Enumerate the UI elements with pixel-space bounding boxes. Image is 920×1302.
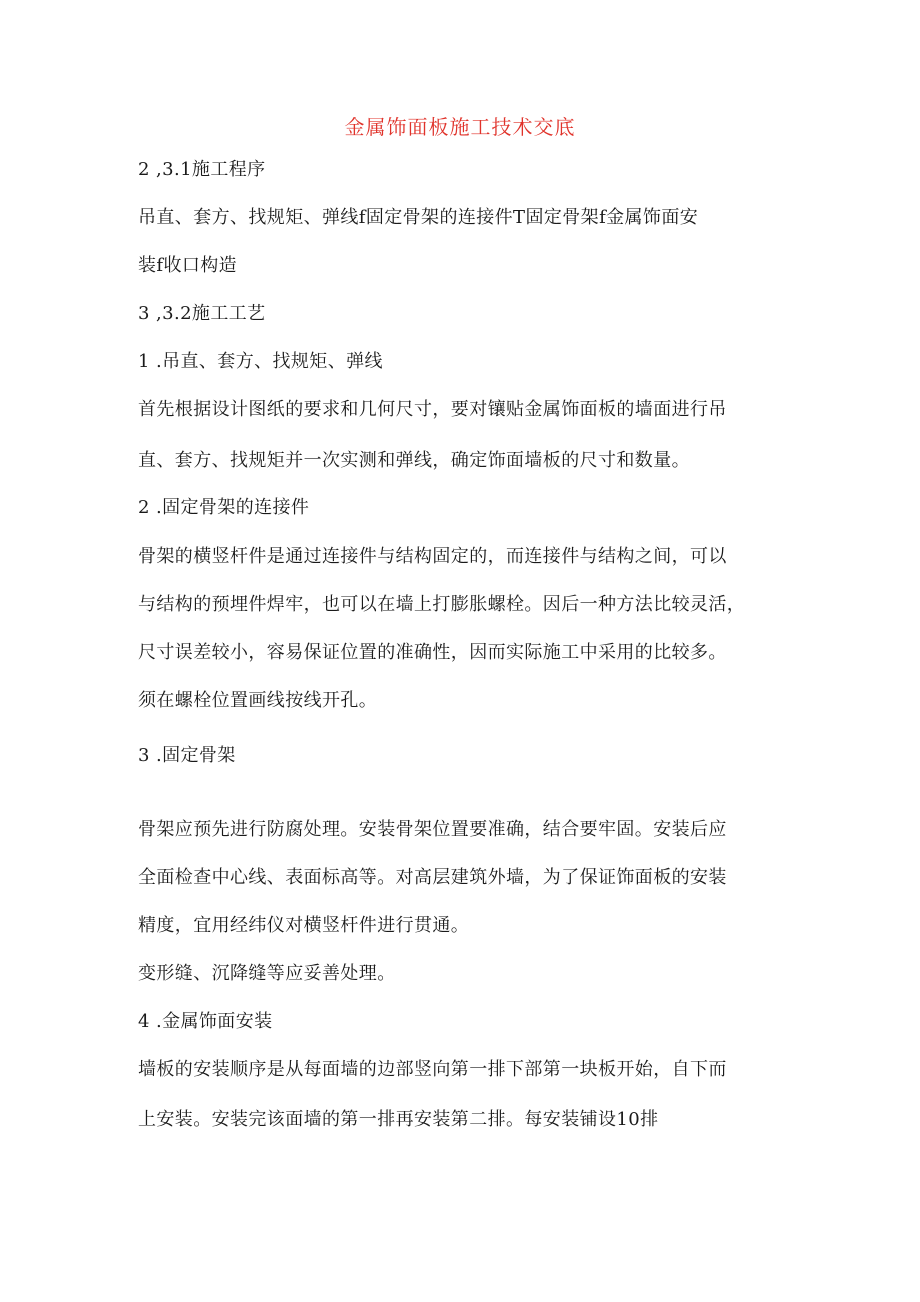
section-heading: 2 ,3.1施工程序 bbox=[138, 159, 266, 180]
paragraph-line: 与结构的预埋件焊牢，也可以在墙上打膨胀螺栓。因后一种方法比较灵活， bbox=[138, 594, 746, 615]
paragraph-line: 直、套方、找规矩并一次实测和弹线，确定饰面墙板的尺寸和数量。 bbox=[138, 450, 690, 471]
paragraph-line: 变形缝、沉降缝等应妥善处理。 bbox=[138, 963, 396, 984]
paragraph-line: 墙板的安装顺序是从每面墙的边部竖向第一排下部第一块板开始，自下而 bbox=[138, 1059, 727, 1080]
paragraph-line: 精度，宜用经纬仪对横竖杆件进行贯通。 bbox=[138, 915, 470, 936]
paragraph-line: 吊直、套方、找规矩、弹线f固定骨架的连接件T固定骨架f金属饰面安 bbox=[138, 207, 699, 228]
paragraph-line: 装f收口构造 bbox=[138, 255, 238, 276]
subsection-heading: 3 .固定骨架 bbox=[138, 745, 236, 766]
section-heading: 3 ,3.2施工工艺 bbox=[138, 303, 266, 324]
subsection-heading: 2 .固定骨架的连接件 bbox=[138, 497, 310, 518]
paragraph-line: 尺寸误差较小，容易保证位置的准确性，因而实际施工中采用的比较多。 bbox=[138, 642, 727, 663]
subsection-heading: 4 .金属饰面安装 bbox=[138, 1011, 273, 1032]
paragraph-line: 须在螺栓位置画线按线开孔。 bbox=[138, 690, 378, 711]
paragraph-line: 全面检查中心线、表面标高等。对高层建筑外墙，为了保证饰面板的安装 bbox=[138, 867, 727, 888]
paragraph-line: 首先根据设计图纸的要求和几何尺寸，要对镶贴金属饰面板的墙面进行吊 bbox=[138, 399, 727, 420]
paragraph-line: 骨架的横竖杆件是通过连接件与结构固定的，而连接件与结构之间，可以 bbox=[138, 546, 727, 567]
paragraph-line: 骨架应预先进行防腐处理。安装骨架位置要准确，结合要牢固。安装后应 bbox=[138, 819, 727, 840]
paragraph-line: 上安装。安装完该面墙的第一排再安装第二排。每安装铺设10排 bbox=[138, 1109, 659, 1130]
subsection-heading: 1 .吊直、套方、找规矩、弹线 bbox=[138, 351, 383, 372]
document-title: 金属饰面板施工技术交底 bbox=[344, 115, 576, 139]
